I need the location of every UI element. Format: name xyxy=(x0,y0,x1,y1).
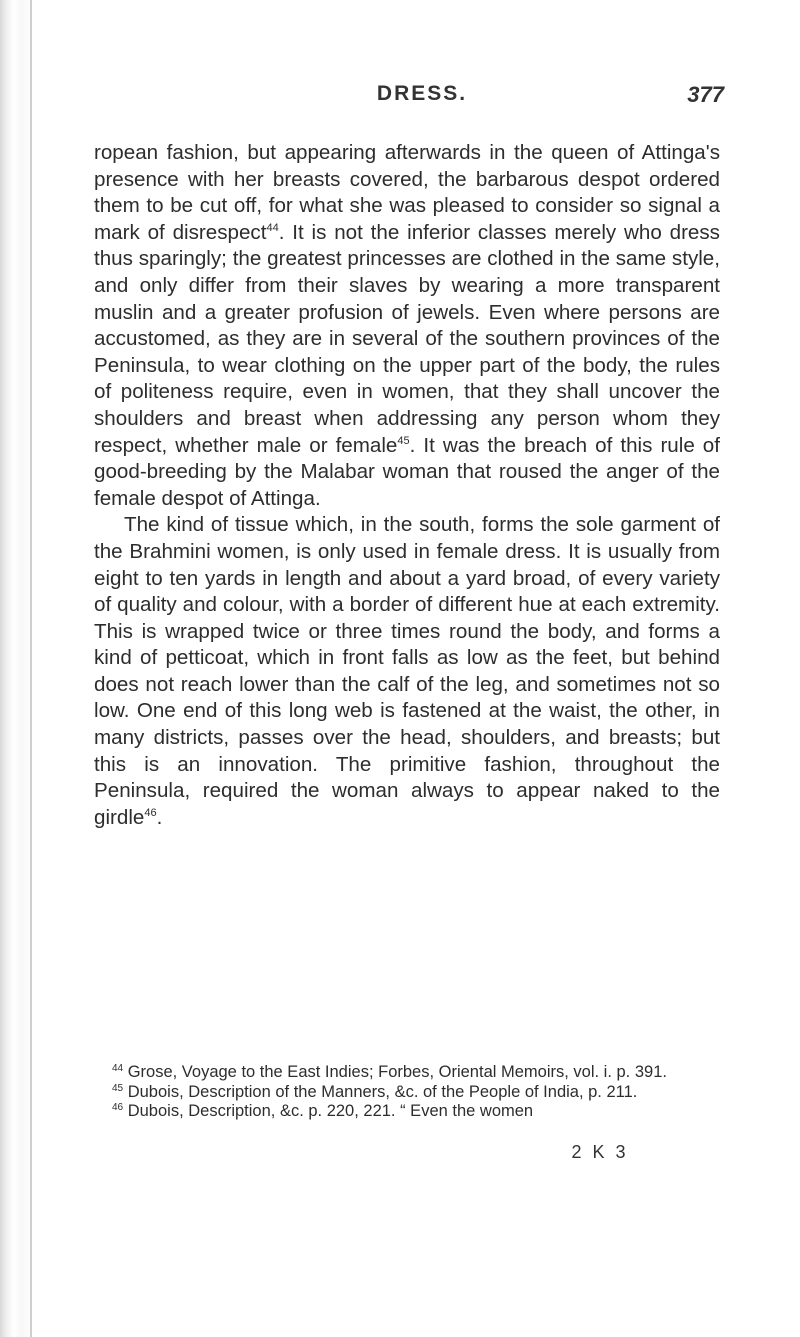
running-head: DRESS. xyxy=(376,82,468,105)
paragraph-text: The kind of tissue which, in the south, forms the sole garment of the Brahmini women, is only used in female dress. It is usually from eight to ten yards in length and about a yard broad, of every variety of quality and colour, with a border of different hue at each extremity. This is wrapped twice or three times round the body, and forms a kind of petticoat, which in front falls as low as the feet, but behind does not reach lower than the calf of the leg, and sometimes not so low. One end of this long web is fastened at the waist, the other, in many districts, passes over the head, shoulders, and breasts; but this is an innovation. The primitive fashion, throughout the Peninsula, required the woman always to appear naked to the girdle xyxy=(94,513,720,829)
footnote-mark: 46 xyxy=(112,1102,124,1114)
paragraph xyxy=(94,512,720,831)
footnote xyxy=(94,1083,720,1103)
paragraph-text: ropean fashion, but appearing afterwards in the queen of Attinga's presence with her breasts covered, the barbarous despot ordered them to be cut off, for what she was pleased to consider so signal a mark of disrespect xyxy=(94,141,720,244)
gutter-line xyxy=(30,0,32,1337)
footnote-text: Grose, Voyage to the East Indies; Forbes, Oriental Memoirs, vol. i. p. 391. xyxy=(123,1063,667,1081)
paragraph xyxy=(94,140,720,512)
page-number: 377 xyxy=(687,82,724,107)
footnotes xyxy=(94,1063,720,1122)
signature-mark: 2 K 3 xyxy=(571,1142,629,1162)
footnote-reference[interactable]: 46 xyxy=(144,806,157,819)
footnote xyxy=(94,1102,720,1122)
paragraph-text: . It was the breach of this rule of good-breeding by the Malabar woman that roused the anger of the female despot of Attinga. xyxy=(94,433,720,510)
footnote-reference[interactable]: 45 xyxy=(397,434,410,447)
book-spine-shadow xyxy=(0,0,34,1337)
footnote-mark: 44 xyxy=(112,1063,124,1074)
footnote-mark: 45 xyxy=(112,1082,124,1094)
page-header xyxy=(120,82,724,112)
footnote xyxy=(94,1063,720,1083)
footnote-text: Dubois, Description of the Manners, &c. of the People of India, p. 211. xyxy=(123,1082,638,1101)
footnote-reference[interactable]: 44 xyxy=(266,221,279,234)
footnote-text: Dubois, Description, &c. p. 220, 221. “ Even the women xyxy=(123,1102,534,1121)
paragraph-text: . xyxy=(156,805,163,829)
paragraph-text: . It is not the inferior classes merely who dress thus sparingly; the greatest princesses are clothed in the same style, and only differ from their slaves by wearing a more transparent muslin and a greater profusion of jewels. Even where persons are accustomed, as they are in several of the southern provinces of the Peninsula, to wear clothing on the upper part of the body, the rules of politeness require, even in women, that they shall uncover the shoulders and breast when addressing any person whom they respect, whether male or female xyxy=(94,220,720,457)
body-text xyxy=(94,140,720,831)
